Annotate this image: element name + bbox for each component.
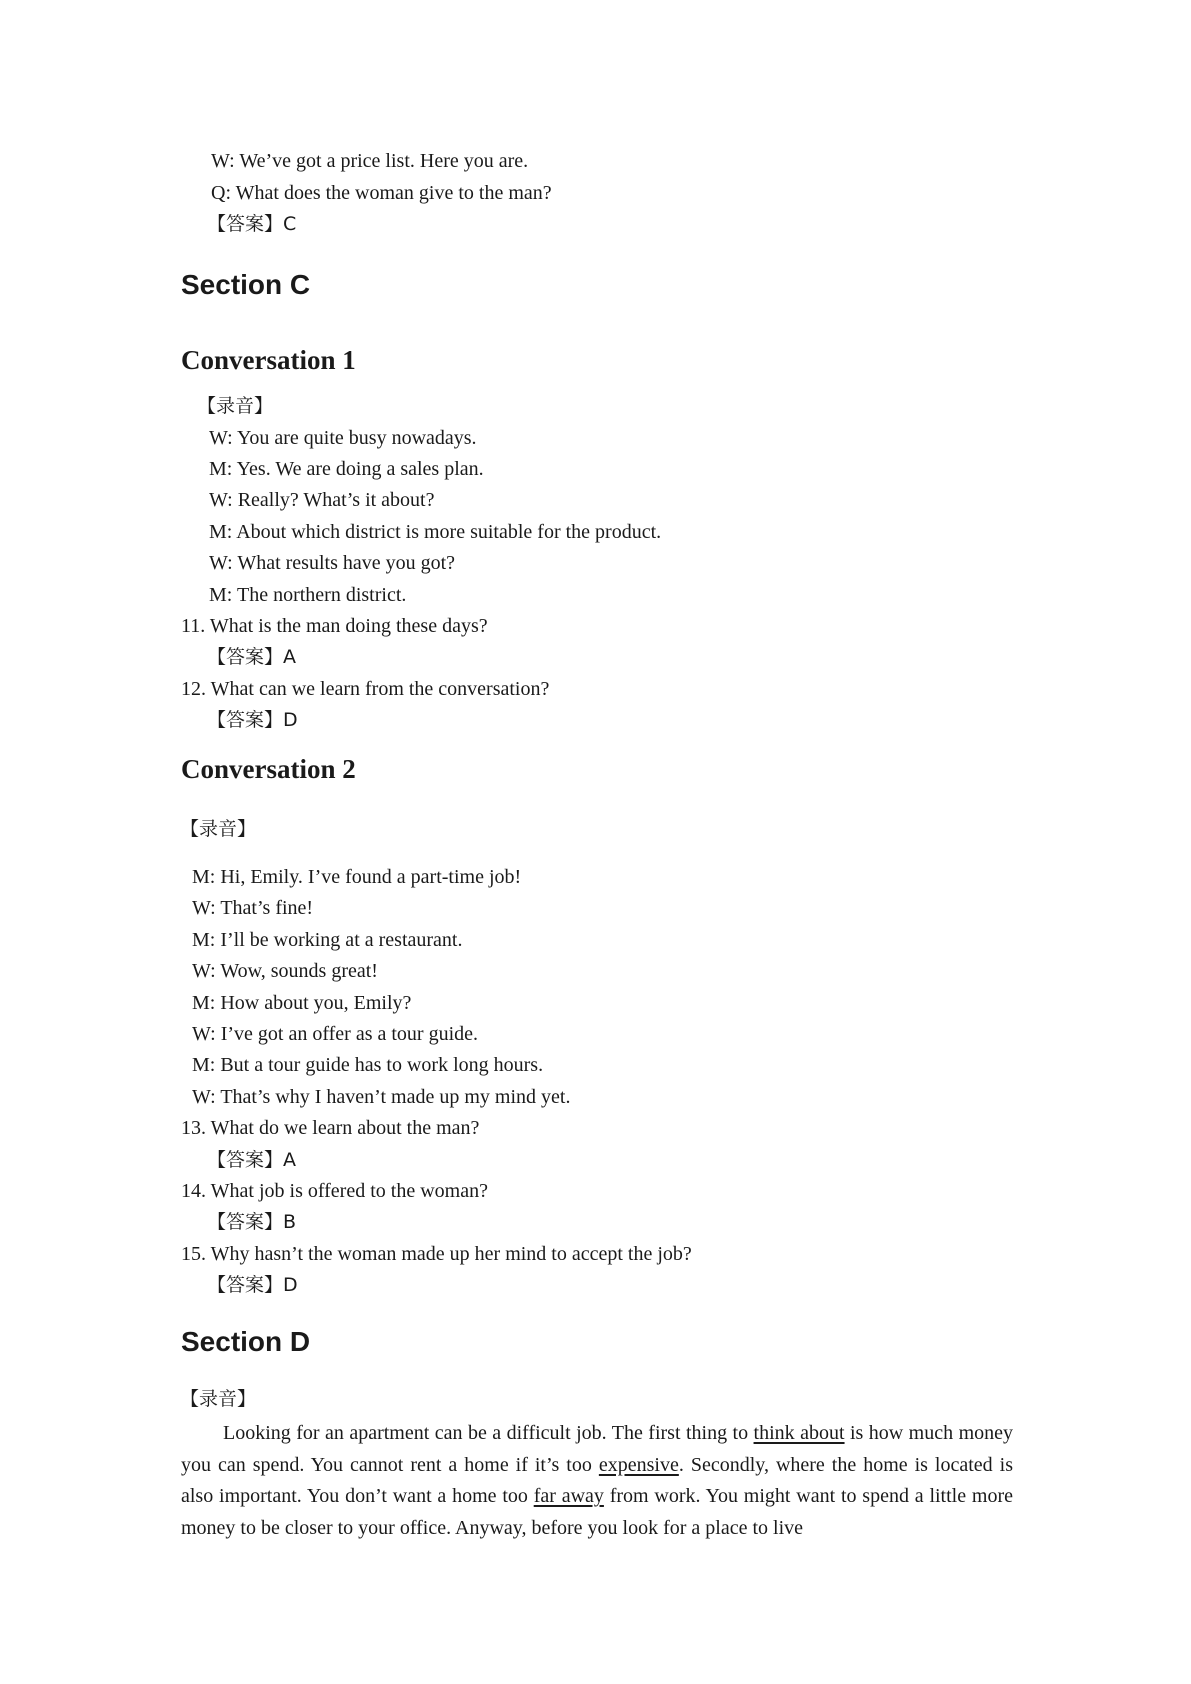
dialog-line: M: But a tour guide has to work long hours. [192, 1054, 544, 1076]
dialog-line: W: What results have you got? [209, 552, 456, 574]
question-line: Q: What does the woman give to the man? [211, 182, 552, 204]
question-11: 11. What is the man doing these days? [181, 615, 488, 637]
question-15: 15. Why hasn’t the woman made up her mind to accept the job? [181, 1243, 692, 1265]
dialog-line: W: You are quite busy nowadays. [209, 427, 477, 449]
dialog-line: M: The northern district. [209, 584, 407, 606]
section-heading-c: Section C [181, 269, 311, 300]
question-12: 12. What can we learn from the conversation? [181, 678, 550, 700]
dialog-line: M: About which district is more suitable for the product. [209, 521, 662, 543]
underlined-phrase: think about [753, 1422, 845, 1444]
passage-text: Looking for an apartment can be a difficult job. The first thing to [223, 1422, 754, 1444]
recording-label: 【录音】 [197, 395, 274, 417]
dialog-line: M: Hi, Emily. I’ve found a part-time job! [192, 866, 522, 888]
underlined-phrase: far away [533, 1485, 604, 1507]
answer-label: 【答案】A [207, 646, 296, 668]
passage-text: . Secondly, where the home is located is also important. You don’t want a home too [181, 1453, 1013, 1507]
dialog-line: W: Really? What’s it about? [209, 489, 435, 511]
answer-label: 【答案】A [207, 1149, 296, 1171]
passage-paragraph [181, 1418, 1013, 1544]
dialog-line: W: That’s fine! [192, 897, 314, 919]
answer-label: 【答案】D [207, 1274, 298, 1296]
question-14: 14. What job is offered to the woman? [181, 1180, 488, 1202]
dialog-line: W: That’s why I haven’t made up my mind yet. [192, 1086, 571, 1108]
conversation-2-heading: Conversation 2 [181, 754, 356, 784]
section-heading-d: Section D [181, 1326, 311, 1357]
dialog-line: M: Yes. We are doing a sales plan. [209, 458, 484, 480]
passage-text: is how much money you can spend. You cannot rent a home if it’s too [181, 1422, 1013, 1476]
recording-label: 【录音】 [180, 818, 257, 840]
answer-label: 【答案】B [207, 1211, 297, 1233]
recording-label: 【录音】 [180, 1388, 257, 1410]
dialog-line: W: Wow, sounds great! [192, 960, 378, 982]
answer-label: 【答案】D [207, 709, 298, 731]
dialog-line: M: How about you, Emily? [192, 992, 412, 1014]
conversation-1-heading: Conversation 1 [181, 345, 356, 375]
passage-text: from work. You might want to spend a little more money to be closer to your office. Anyway, before you look for a place to live [181, 1485, 1013, 1539]
answer-label: 【答案】C [207, 213, 297, 235]
dialog-line: W: I’ve got an offer as a tour guide. [192, 1023, 479, 1045]
question-13: 13. What do we learn about the man? [181, 1117, 480, 1139]
underlined-phrase: expensive [598, 1453, 679, 1476]
dialog-line: W: We’ve got a price list. Here you are. [211, 150, 529, 172]
dialog-line: M: I’ll be working at a restaurant. [192, 929, 463, 951]
